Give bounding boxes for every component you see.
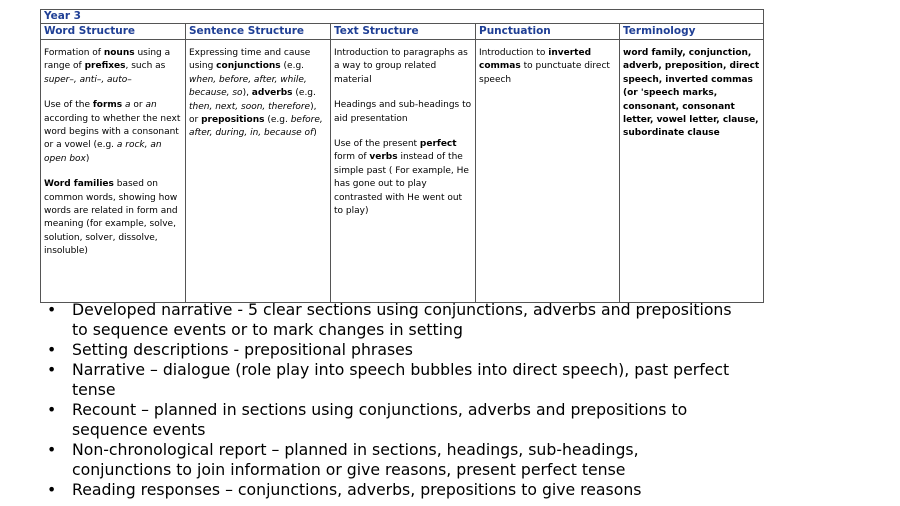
cell-punctuation	[476, 40, 620, 303]
header-word-structure: Word Structure	[41, 24, 186, 40]
bullet-icon: •	[47, 300, 57, 319]
text: Use of the present	[334, 139, 420, 150]
text: (e.g.	[264, 115, 291, 126]
bullet-icon: •	[47, 400, 57, 419]
word-structure-para-1	[44, 47, 182, 87]
text: Formation of	[44, 48, 104, 58]
term-adverbs: adverbs	[251, 88, 293, 99]
text: )	[85, 153, 90, 164]
list-item	[47, 440, 767, 480]
text: or	[130, 100, 146, 111]
bullet-icon: •	[47, 360, 57, 379]
list-item-line: Reading responses – conjunctions, adverbs, prepositions to give reasons	[72, 480, 642, 499]
bullet-icon: •	[47, 440, 57, 459]
term-word-families: Word families	[44, 179, 114, 190]
text: form of	[334, 152, 370, 163]
text: based on common words, showing how words are related in form and meaning (for example, solve, solution, solver, dissolve, insoluble)	[44, 179, 178, 257]
list-item-line: sequence events	[72, 420, 206, 439]
cell-word-structure	[41, 40, 186, 303]
term-inverted: inverted	[548, 48, 592, 58]
punctuation-para-1	[479, 47, 616, 87]
list-item-line: to sequence events or to mark changes in setting	[72, 320, 463, 339]
example-prepositions: before, after, during, in, because of	[189, 115, 323, 139]
example-a: a	[125, 100, 131, 111]
writing-focus-list	[47, 300, 767, 500]
text: ),	[242, 88, 252, 99]
text: Introduction to	[479, 48, 549, 58]
text: , such as	[125, 61, 166, 72]
list-item-line: conjunctions to join information or give reasons, present perfect tense	[72, 460, 626, 479]
example-an: an	[145, 100, 157, 111]
text: Use of the	[44, 100, 93, 111]
sentence-structure-para-1	[189, 47, 327, 141]
header-text-structure: Text Structure	[331, 24, 476, 40]
bullet-icon: •	[47, 480, 57, 499]
term-nouns: nouns	[103, 48, 135, 58]
example-conjunctions: when, before, after, while, because, so	[189, 74, 307, 99]
header-row	[41, 24, 764, 40]
header-sentence-structure: Sentence Structure	[186, 24, 331, 40]
list-item	[47, 400, 767, 440]
term-prefixes: prefixes	[84, 61, 126, 72]
list-item	[47, 360, 767, 400]
term-perfect: perfect	[419, 139, 457, 150]
text: Expressing time and cause using	[189, 48, 311, 72]
word-structure-para-3	[44, 178, 182, 258]
text: according to whether the next word begins with a consonant or a vowel (e.g.	[44, 113, 181, 151]
year3-curriculum-table	[40, 9, 764, 303]
term-commas: commas	[479, 61, 521, 72]
cell-sentence-structure	[186, 40, 331, 303]
term-forms: forms	[92, 100, 123, 111]
example-prefixes: super–, anti–, auto–	[44, 74, 132, 85]
list-item-line: Narrative – dialogue (role play into speech bubbles into direct speech), past perfect	[72, 360, 730, 379]
bullet-icon: •	[47, 340, 57, 359]
text: (e.g.	[280, 61, 305, 72]
text-structure-para-1: Introduction to paragraphs as a way to group related material	[334, 48, 468, 85]
text: (e.g.	[292, 88, 316, 99]
list-item-line: Non-chronological report – planned in sections, headings, sub-headings,	[72, 440, 639, 459]
list-item-line: Setting descriptions - prepositional phrases	[72, 340, 413, 359]
cell-terminology	[620, 40, 764, 303]
term-verbs: verbs	[369, 152, 398, 163]
text-structure-para-2: Headings and sub-headings to aid presentation	[334, 100, 472, 124]
list-item	[47, 300, 767, 340]
terminology-list: word family, conjunction, adverb, preposition, direct speech, inverted commas (or 'speech marks, consonant, consonant letter, vowel letter, clause, subordinate clause	[623, 48, 760, 139]
term-conjunctions: conjunctions	[216, 61, 281, 72]
list-item-line: Recount – planned in sections using conjunctions, adverbs and prepositions to	[72, 400, 688, 419]
list-item	[47, 340, 767, 360]
list-item-line: Developed narrative - 5 clear sections using conjunctions, adverbs and prepositions	[72, 300, 732, 319]
text: ), or	[189, 101, 317, 126]
list-item-line: tense	[72, 380, 116, 399]
list-item	[47, 480, 767, 500]
term-prepositions: prepositions	[201, 115, 265, 126]
example-a: a	[116, 140, 123, 151]
text: instead of the simple past ( For example, He has gone out to play contrasted with He went out to play)	[334, 152, 469, 217]
word-structure-para-2	[44, 99, 182, 166]
content-row	[41, 40, 764, 303]
header-terminology: Terminology	[620, 24, 764, 40]
cell-text-structure	[331, 40, 476, 303]
text-structure-para-3	[334, 138, 472, 218]
text: using a range of	[44, 48, 171, 72]
header-punctuation: Punctuation	[476, 24, 620, 40]
example-adverbs: then, next, soon, therefore	[189, 101, 311, 112]
example-rock: rock, an open box	[44, 140, 162, 164]
year-row	[41, 10, 764, 24]
year-label: Year 3	[41, 10, 764, 24]
text: )	[313, 128, 317, 139]
text: to punctuate direct speech	[479, 61, 610, 85]
